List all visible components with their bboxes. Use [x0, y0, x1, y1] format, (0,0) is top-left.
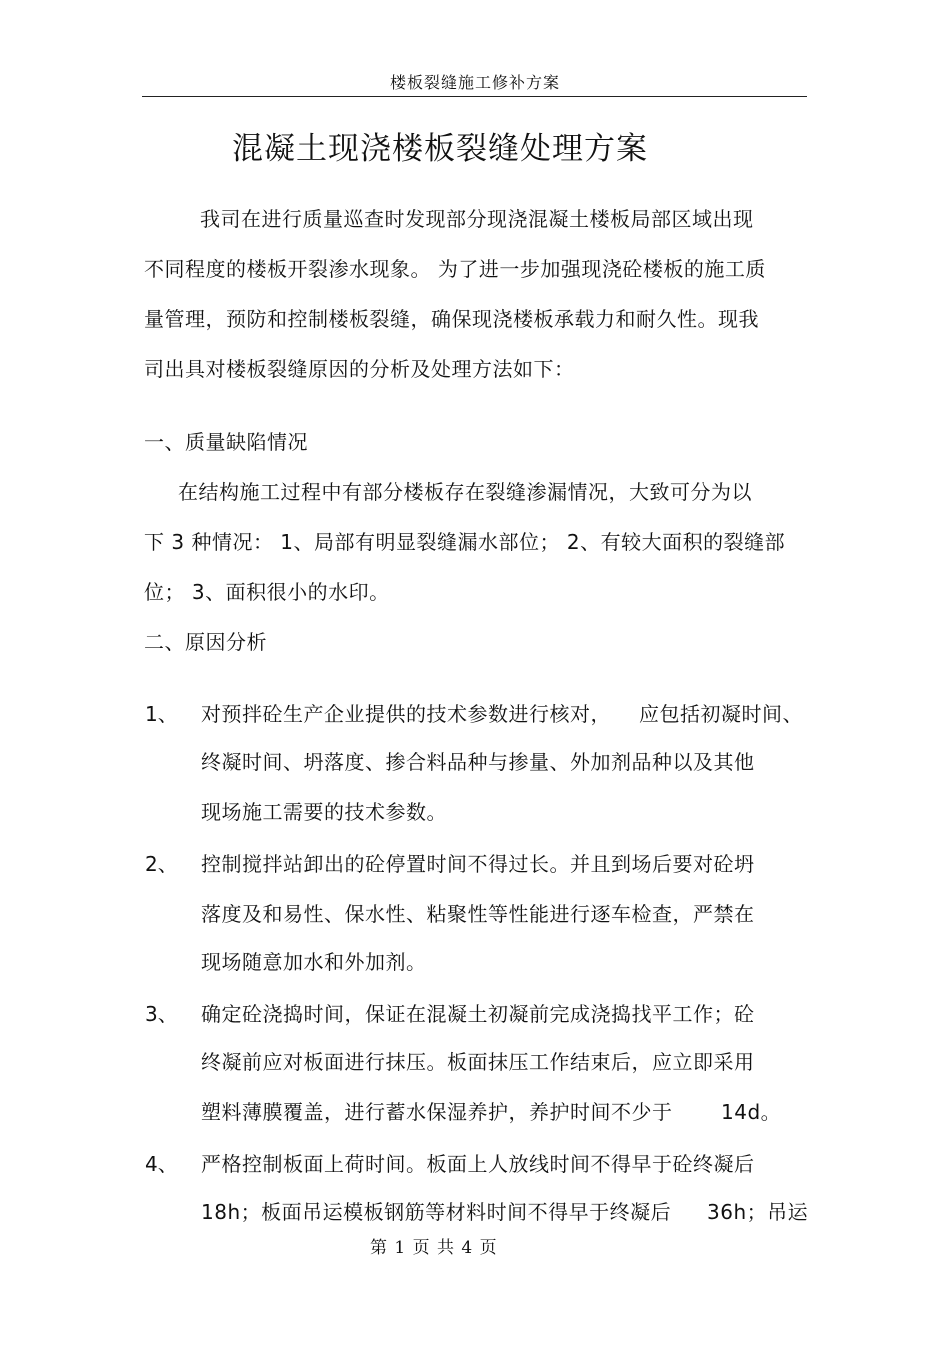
section-heading: 一、质量缺陷情况	[144, 430, 308, 454]
list-item-number: 2、	[145, 852, 178, 876]
section-line: 下 3 种情况： 1、局部有明显裂缝漏水部位； 2、有较大面积的裂缝部	[144, 530, 786, 554]
list-item-line: 塑料薄膜覆盖，进行蓄水保湿养护，养护时间不少于	[201, 1100, 673, 1124]
list-item-line: 控制搅拌站卸出的砼停置时间不得过长。并且到场后要对砼坍	[201, 852, 755, 876]
list-item-line: 对预拌砼生产企业提供的技术参数进行核对，	[201, 702, 611, 726]
list-item-line: 终凝前应对板面进行抹压。板面抹压工作结束后，应立即采用	[201, 1050, 755, 1074]
running-header: 楼板裂缝施工修补方案	[389, 73, 560, 92]
document-title: 混凝土现浇楼板裂缝处理方案	[232, 131, 648, 167]
section-heading: 二、原因分析	[144, 630, 267, 654]
intro-line: 我司在进行质量巡查时发现部分现浇混凝土楼板局部区域出现	[200, 207, 754, 231]
list-item-number: 4、	[145, 1152, 178, 1176]
list-item-number: 1、	[145, 702, 178, 726]
section-line: 在结构施工过程中有部分楼板存在裂缝渗漏情况，大致可分为以	[178, 480, 752, 504]
list-item-line: 确定砼浇捣时间，保证在混凝土初凝前完成浇捣找平工作；砼	[201, 1002, 755, 1026]
list-item-line: 严格控制板面上荷时间。板面上人放线时间不得早于砼终凝后	[201, 1152, 755, 1176]
intro-line: 量管理，预防和控制楼板裂缝，确保现浇楼板承载力和耐久性。现我	[144, 307, 759, 331]
list-item-line: 终凝时间、坍落度、掺合料品种与掺量、外加剂品种以及其他	[201, 750, 755, 774]
list-item-line: 应包括初凝时间、	[639, 702, 803, 726]
header-divider	[142, 96, 807, 97]
list-item-line: 36h；吊运	[707, 1200, 809, 1224]
list-item-line: 落度及和易性、保水性、粘聚性等性能进行逐车检查，严禁在	[201, 902, 755, 926]
list-item-number: 3、	[145, 1002, 178, 1026]
list-item-line: 18h；板面吊运模板钢筋等材料时间不得早于终凝后	[201, 1200, 672, 1224]
intro-line: 不同程度的楼板开裂渗水现象。 为了进一步加强现浇砼楼板的施工质	[144, 257, 766, 281]
list-item-line: 现场随意加水和外加剂。	[201, 950, 427, 974]
list-item-line: 现场施工需要的技术参数。	[201, 800, 447, 824]
list-item-line: 14d。	[721, 1100, 782, 1124]
section-line: 位； 3、面积很小的水印。	[144, 580, 390, 604]
intro-line: 司出具对楼板裂缝原因的分析及处理方法如下：	[144, 357, 575, 381]
page-number-footer: 第 1 页 共 4 页	[370, 1238, 498, 1258]
